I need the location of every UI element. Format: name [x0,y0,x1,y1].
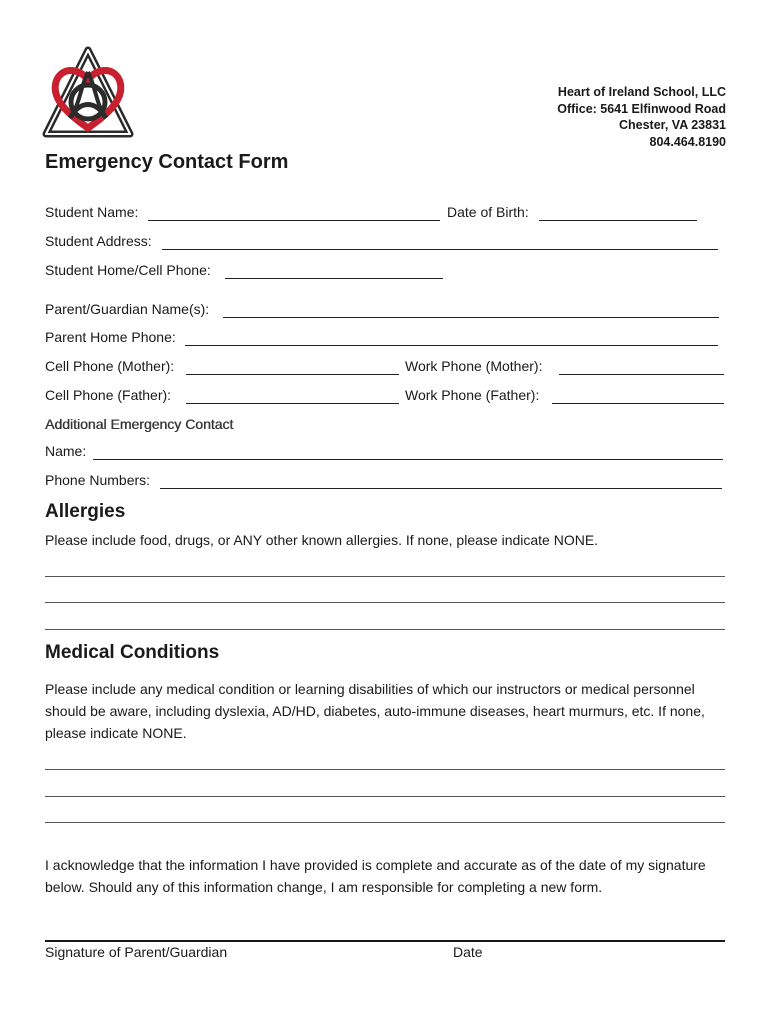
work-father-field[interactable] [552,403,724,404]
student-address-field[interactable] [162,249,718,250]
allergies-line-2[interactable] [45,602,725,603]
acknowledgement-text: I acknowledge that the information I have provided is complete and accurate as of the date of my signature below. Should any of this information change, I am responsible for completing a new form. [45,857,706,895]
parent-names-row [45,301,735,321]
school-city: Chester, VA 23831 [618,118,726,132]
additional-name-field[interactable] [93,459,723,460]
student-phone-field[interactable] [225,278,443,279]
parent-names-label: Parent/Guardian Name(s): [45,301,210,317]
parent-home-phone-label: Parent Home Phone: [45,329,176,345]
signature-label: Signature of Parent/Guardian [45,944,228,960]
school-phone: 804.464.8190 [649,134,726,149]
medical-line-1[interactable] [45,769,725,770]
work-mother-field[interactable] [559,374,724,375]
student-phone-label: Student Home/Cell Phone: [45,262,211,278]
school-name: Heart of Ireland School, LLC [557,85,726,99]
additional-name-label: Name: [45,443,87,459]
date-of-birth-label: Date of Birth: [447,204,529,220]
student-address-label: Student Address: [45,233,152,249]
work-father-label: Work Phone (Father): [405,387,540,403]
father-phone-row [45,387,735,407]
allergies-instructions: Please include food, drugs, or ANY other known allergies. If none, please indicate NONE. [45,532,599,548]
cell-mother-field[interactable] [186,374,399,375]
parent-home-phone-field[interactable] [185,345,718,346]
parent-home-phone-row [45,329,735,349]
medical-instructions: Please include any medical condition or learning disabilities of which our instructors or medical personnel should be aware, including dyslexia, AD/HD, diabetes, auto-immune diseases, heart murmurs, etc. If none, please indicate NONE. [45,681,705,741]
student-name-row [45,204,735,224]
school-address-block [557,84,726,150]
phone-numbers-row [45,472,735,492]
student-address-row [45,233,735,253]
allergies-heading: Allergies [45,501,126,522]
medical-line-2[interactable] [45,796,725,797]
allergies-line-3[interactable] [45,629,725,630]
parent-names-field[interactable] [223,317,719,318]
work-mother-label: Work Phone (Mother): [405,358,543,374]
student-name-field[interactable] [148,220,440,221]
student-phone-row [45,262,735,282]
allergies-line-1[interactable] [45,576,725,577]
medical-line-3[interactable] [45,822,725,823]
date-label: Date [453,944,483,960]
school-office: Office: 5641 Elfinwood Road [557,101,726,116]
phone-numbers-field[interactable] [160,488,722,489]
medical-heading: Medical Conditions [45,642,220,663]
student-name-label: Student Name: [45,204,139,220]
cell-father-label: Cell Phone (Father): [45,387,172,403]
mother-phone-row [45,358,735,378]
additional-name-row [45,443,735,463]
celtic-heart-logo-icon [40,44,136,142]
cell-mother-label: Cell Phone (Mother): [45,358,175,374]
cell-father-field[interactable] [186,403,399,404]
additional-contact-heading: Additional Emergency Contact [45,416,234,432]
date-of-birth-field[interactable] [539,220,697,221]
phone-numbers-label: Phone Numbers: [45,472,151,488]
signature-line[interactable] [45,940,725,942]
form-title: Emergency Contact Form [45,151,289,173]
